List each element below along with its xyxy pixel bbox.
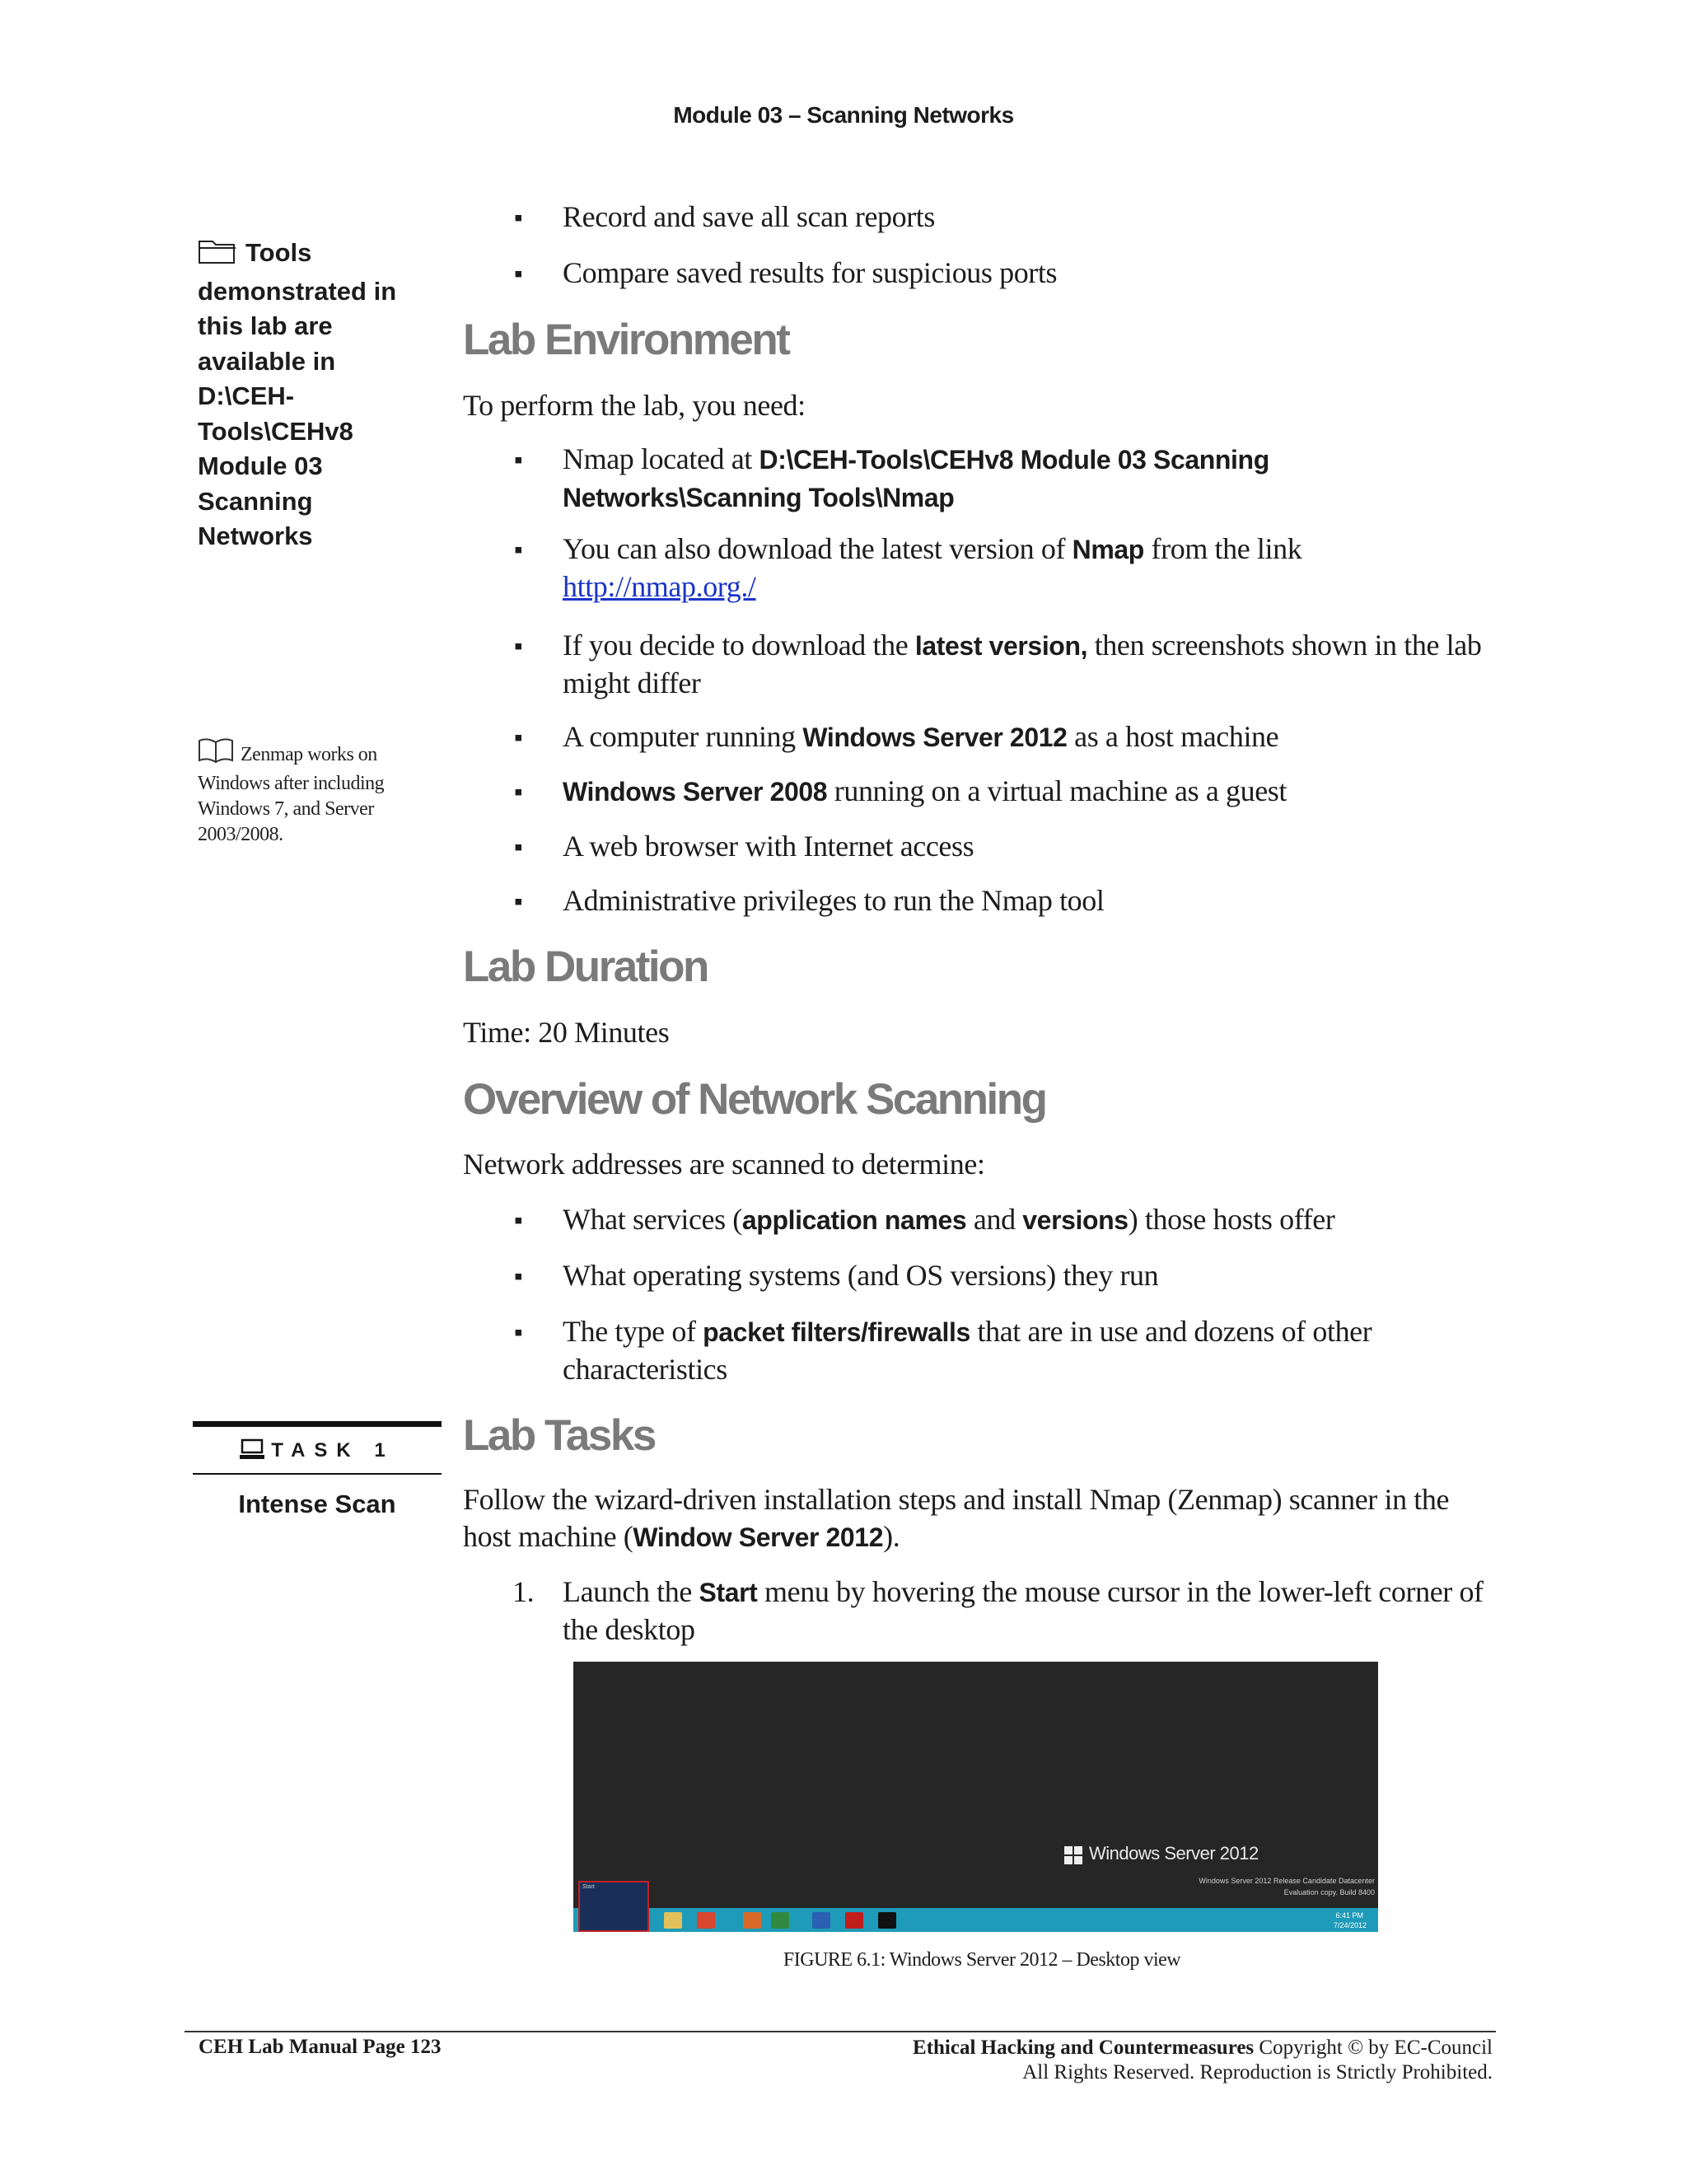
edition-text: Windows Server 2012 Release Candidate Datacenter [1199,1877,1375,1885]
zenmap-sidebar-note [198,737,432,848]
start-thumbnail-label: Start [582,1884,595,1890]
excel-icon[interactable] [771,1912,789,1929]
bullet-services: What services (application names and versions) those hosts offer [563,1203,1335,1236]
bullet-marker: ▪ [514,204,523,231]
task-title: Intense Scan [238,1490,396,1518]
bullet-marker: ▪ [514,1207,523,1234]
bullet-marker: ▪ [514,260,523,288]
bullet-marker: ▪ [514,834,523,861]
build-text: Evaluation copy. Build 8400 [1283,1888,1375,1896]
bullet-host-machine: A computer running Windows Server 2012 as a host machine [563,720,1279,753]
bullet-guest-machine: Windows Server 2008 running on a virtual machine as a guest [563,774,1287,807]
bullet-marker: ▪ [514,888,523,915]
bullet-operating-systems: What operating systems (and OS versions) they run [563,1259,1159,1292]
step-1-text: Launch the Start menu by hovering the mouse cursor in the lower-left corner of the desktop [563,1575,1484,1646]
windows-logo-icon [1064,1846,1082,1864]
task-label [193,1438,442,1466]
bullet-nmap-location: Nmap located at D:\CEH-Tools\CEHv8 Module 03 Scanning Networks\Scanning Tools\Nmap [563,442,1269,512]
bullet-record-reports: Record and save all scan reports [563,200,936,233]
overview-intro: Network addresses are scanned to determine: [463,1148,985,1181]
bullet-admin-privileges: Administrative privileges to run the Nmap tool [563,884,1105,917]
tools-sidebar-note [198,236,432,554]
bullet-marker: ▪ [514,724,523,751]
acrobat-icon[interactable] [845,1912,863,1929]
start-screen-thumbnail[interactable] [578,1881,649,1932]
clock-time: 6:41 PM [1335,1911,1363,1920]
step-number: 1. [512,1575,535,1608]
bullet-web-browser: A web browser with Internet access [563,830,974,863]
powerpoint-icon[interactable] [743,1912,761,1929]
nmap-link[interactable]: http://nmap.org./ [563,570,756,603]
lab-environment-intro: To perform the lab, you need: [463,389,806,422]
word-icon[interactable] [812,1912,830,1929]
heading-lab-duration: Lab Duration [463,942,708,991]
tools-note-text: demonstrated in this lab are available in D:\CEH-Tools\CEHv8 Module 03 Scanning Networks [198,276,397,550]
clock-date: 7/24/2012 [1333,1921,1367,1929]
task-label-text: TASK 1 [271,1439,395,1461]
bullet-download-nmap: You can also download the latest version of Nmap from the link http://nmap.org./ [563,532,1302,603]
footer-rule [185,2031,1496,2032]
bullet-marker: ▪ [514,1263,523,1290]
zenmap-note-text: Zenmap works on Windows after including Windows 7, and Server 2003/2008. [198,744,385,845]
explorer-icon[interactable] [664,1912,682,1929]
chrome-icon[interactable] [697,1912,715,1929]
bullet-latest-version: If you decide to download the latest version, then screenshots shown in the lab might differ [563,629,1482,699]
bullet-marker: ▪ [514,633,523,660]
footer-page-label: CEH Lab Manual Page 123 [199,2036,442,2058]
bullet-compare-results: Compare saved results for suspicious ports [563,256,1058,289]
desktop-screenshot [573,1662,1378,1932]
heading-overview: Overview of Network Scanning [463,1075,1046,1124]
bullet-marker: ▪ [514,536,523,564]
bullet-marker: ▪ [514,779,523,806]
bullet-marker: ▪ [514,447,523,474]
bullet-marker: ▪ [514,1319,523,1346]
book-icon [198,737,234,771]
lab-duration-time: Time: 20 Minutes [463,1016,670,1049]
running-header: Module 03 – Scanning Networks [673,102,1014,128]
tools-note-lead: Tools [245,238,312,267]
folder-icon [198,238,239,274]
bullet-packet-filters: The type of packet filters/firewalls that are in use and dozens of other characteristics [563,1315,1372,1386]
lab-tasks-intro: Follow the wizard-driven installation steps and install Nmap (Zenmap) scanner in the host machine (Window Server 2012). [463,1483,1450,1553]
heading-lab-tasks: Lab Tasks [463,1411,655,1460]
footer-copyright: Ethical Hacking and Countermeasures Copyright © by EC-Council All Rights Reserved. Reproduction is Strictly Prohibited. [913,2037,1493,2083]
computer-icon [240,1438,264,1466]
windows-brand-text: Windows Server 2012 [1089,1843,1259,1864]
heading-lab-environment: Lab Environment [463,316,789,364]
cmd-icon[interactable] [878,1912,896,1929]
taskbar [573,1908,1378,1932]
figure-caption: FIGURE 6.1: Windows Server 2012 – Desktop view [783,1949,1181,1971]
